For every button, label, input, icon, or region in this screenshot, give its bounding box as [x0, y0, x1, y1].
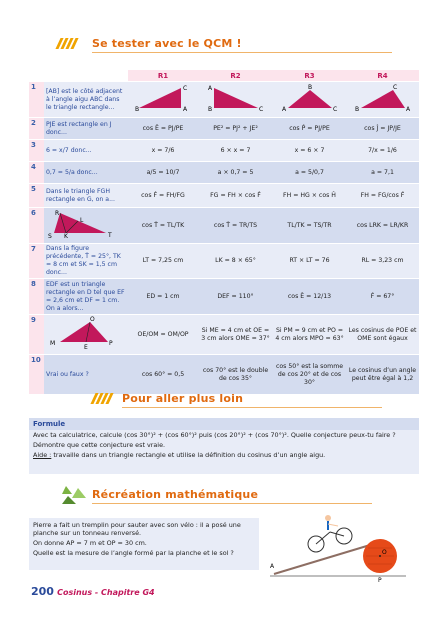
formule-line2: Démontre que cette conjecture est vraie.	[33, 441, 166, 449]
svg-text:T: T	[108, 232, 112, 239]
svg-text:K: K	[64, 233, 68, 239]
triangle-r2-icon	[198, 82, 273, 118]
formule-line1: Avec ta calculatrice, calcule (cos 30°)² + (cos 60°)² puis (cos 20°)² + (cos 70°)². Quelle conjecture peux-tu faire ?	[33, 431, 396, 439]
svg-text:P: P	[378, 577, 382, 582]
answer-r3: TL/TK = TS/TR	[273, 208, 346, 244]
row-num: 8	[29, 279, 44, 315]
qcm-row	[29, 315, 419, 355]
question: 0,7 = 5/a donc...	[44, 162, 128, 184]
recreation-box	[29, 518, 259, 570]
answer-r3: FH = HG × cos Ĥ	[273, 184, 346, 208]
question: Dans le triangle FGH rectangle en G, on a...	[44, 184, 128, 208]
recreation-line2: On donne AP = 7 m et OP = 30 cm.	[33, 539, 147, 547]
qcm-row	[29, 162, 419, 184]
answer-r4: FH = FG/cos F̂	[346, 184, 419, 208]
figure-srkt-icon	[44, 208, 128, 244]
row-num: 4	[29, 162, 44, 184]
svg-text:A: A	[270, 563, 275, 570]
answer-r1: cos T̂ = TL/TK	[128, 208, 198, 244]
svg-text:B: B	[354, 106, 359, 112]
answer-r3: RT × LT = 76	[273, 244, 346, 279]
question: [AB] est le côté adjacent à l’angle aigu ABC dans le triangle rectangle...	[44, 82, 128, 118]
qcm-table	[29, 70, 419, 395]
svg-text:O: O	[382, 549, 387, 556]
svg-text:P: P	[109, 340, 113, 347]
qcm-row	[29, 140, 419, 162]
answer-r2: LK = 8 × 65°	[198, 244, 273, 279]
aide-text: travaille dans un triangle rectangle et utilise la définition du cosinus d’un angle aigu.	[51, 451, 326, 459]
answer-r4: cos Ĵ = JP/JE	[346, 118, 419, 140]
answer-r2: FG = FH × cos F̂	[198, 184, 273, 208]
question: PJE est rectangle en J donc...	[44, 118, 128, 140]
row-num: 9	[29, 315, 44, 355]
answer-r3: a = 5/0,7	[273, 162, 346, 184]
row-num: 2	[29, 118, 44, 140]
row-num: 7	[29, 244, 44, 279]
svg-text:L: L	[80, 217, 84, 224]
svg-text:A: A	[207, 85, 212, 92]
answer-r1: a/5 = 10/7	[128, 162, 198, 184]
section3-title: Récréation mathématique	[92, 488, 259, 501]
answer-r1: cos 60° = 0,5	[128, 355, 198, 395]
svg-text:C: C	[258, 106, 263, 112]
question: 6 = x/7 donc...	[44, 140, 128, 162]
formule-heading: Formule	[29, 418, 419, 430]
answer-r1: ED = 1 cm	[128, 279, 198, 315]
qcm-row	[29, 355, 419, 395]
page-number: 200	[31, 585, 54, 598]
title-slashes-icon	[58, 38, 76, 49]
answer-r2: PE² = PJ² + JE²	[198, 118, 273, 140]
row-num: 6	[29, 208, 44, 244]
qcm-row	[29, 118, 419, 140]
row-num: 10	[29, 355, 44, 395]
answer-r3: cos P̂ = PJ/PE	[273, 118, 346, 140]
col-r3: R3	[273, 70, 346, 82]
triangle-r1-icon	[128, 82, 198, 118]
qcm-row	[29, 244, 419, 279]
answer-r3: Si PM = 9 cm et PO = 4 cm alors MPO = 63°	[273, 315, 346, 355]
aide-label: Aide :	[33, 451, 52, 459]
col-r1: R1	[128, 70, 198, 82]
qcm-row	[29, 82, 419, 118]
title-rule	[92, 52, 392, 53]
answer-r4: Le cosinus d’un angle peut être égal à 1,2	[346, 355, 419, 395]
qcm-header-row	[29, 70, 419, 82]
answer-r2: cos T̂ = TR/TS	[198, 208, 273, 244]
section2-rule	[122, 407, 382, 408]
answer-r3: cos Ê = 12/13	[273, 279, 346, 315]
answer-r2: a × 0,7 = 5	[198, 162, 273, 184]
section3-rule	[92, 503, 372, 504]
row-num: 5	[29, 184, 44, 208]
question: Vrai ou faux ?	[44, 355, 128, 395]
triangle-r4-icon	[346, 82, 419, 118]
row-num: 3	[29, 140, 44, 162]
triangle-r3-icon	[273, 82, 346, 118]
svg-text:A: A	[405, 106, 410, 112]
qcm-row	[29, 208, 419, 244]
row-num: 1	[29, 82, 44, 118]
recreation-line3: Quelle est la mesure de l’angle formé par la planche et le sol ?	[33, 549, 234, 557]
svg-text:R: R	[55, 210, 60, 217]
answer-r4: F̂ = 67°	[346, 279, 419, 315]
answer-r3: cos 50° est la somme de cos 20° et de cos 30°	[273, 355, 346, 395]
answer-r2: Si ME = 4 cm et OE = 3 cm alors OME = 37°	[198, 315, 273, 355]
svg-text:O: O	[90, 316, 95, 323]
answer-r4: 7/x = 1/6	[346, 140, 419, 162]
svg-text:B: B	[307, 84, 312, 91]
question: Dans la figure précédente, T̂ = 25°, TK = 8 cm et SK = 1,5 cm donc...	[44, 244, 128, 279]
answer-r2: DEF = 110°	[198, 279, 273, 315]
page-title: Se tester avec le QCM !	[92, 37, 242, 50]
chapter-label: Cosinus - Chapitre G4	[57, 588, 155, 597]
answer-r4: Les cosinus de POE et OME sont égaux	[346, 315, 419, 355]
page-footer	[31, 585, 155, 598]
svg-text:C: C	[392, 84, 397, 91]
svg-text:S: S	[48, 233, 52, 239]
recreation-line1: Pierre a fait un tremplin pour sauter avec son vélo : il a posé une planche sur un tonneau renversé.	[33, 521, 241, 537]
formule-aide	[29, 450, 419, 460]
qcm-row	[29, 184, 419, 208]
answer-r1: x = 7/6	[128, 140, 198, 162]
svg-text:C: C	[332, 106, 337, 112]
answer-r2: cos 70° est le double de cos 35°	[198, 355, 273, 395]
answer-r4: a = 7,1	[346, 162, 419, 184]
svg-text:A: A	[183, 106, 188, 112]
answer-r1: cos Ê = PJ/PE	[128, 118, 198, 140]
col-r2: R2	[198, 70, 273, 82]
svg-text:A: A	[281, 106, 286, 112]
formule-box	[29, 418, 419, 474]
section2-slashes-icon	[93, 393, 111, 404]
bike-ramp-illustration-icon	[268, 512, 408, 584]
answer-r2: 6 × x = 7	[198, 140, 273, 162]
qcm-row	[29, 279, 419, 315]
svg-text:C: C	[183, 85, 188, 92]
answer-r4: RL = 3,23 cm	[346, 244, 419, 279]
svg-text:M: M	[50, 340, 56, 347]
col-r4: R4	[346, 70, 419, 82]
svg-text:B: B	[207, 106, 212, 112]
answer-r1: OE/OM = OM/OP	[128, 315, 198, 355]
section2-title: Pour aller plus loin	[122, 392, 244, 405]
figure-moep-icon	[44, 315, 128, 355]
answer-r4: cos LRK = LR/KR	[346, 208, 419, 244]
svg-text:B: B	[135, 106, 140, 112]
question: EDF est un triangle rectangle en D tel que EF = 2,6 cm et DF = 1 cm. On a alors...	[44, 279, 128, 315]
answer-r1: LT = 7,25 cm	[128, 244, 198, 279]
answer-r3: x = 6 × 7	[273, 140, 346, 162]
svg-text:E: E	[84, 344, 88, 350]
recreation-logo-icon	[60, 484, 90, 508]
answer-r1: cos F̂ = FH/FG	[128, 184, 198, 208]
